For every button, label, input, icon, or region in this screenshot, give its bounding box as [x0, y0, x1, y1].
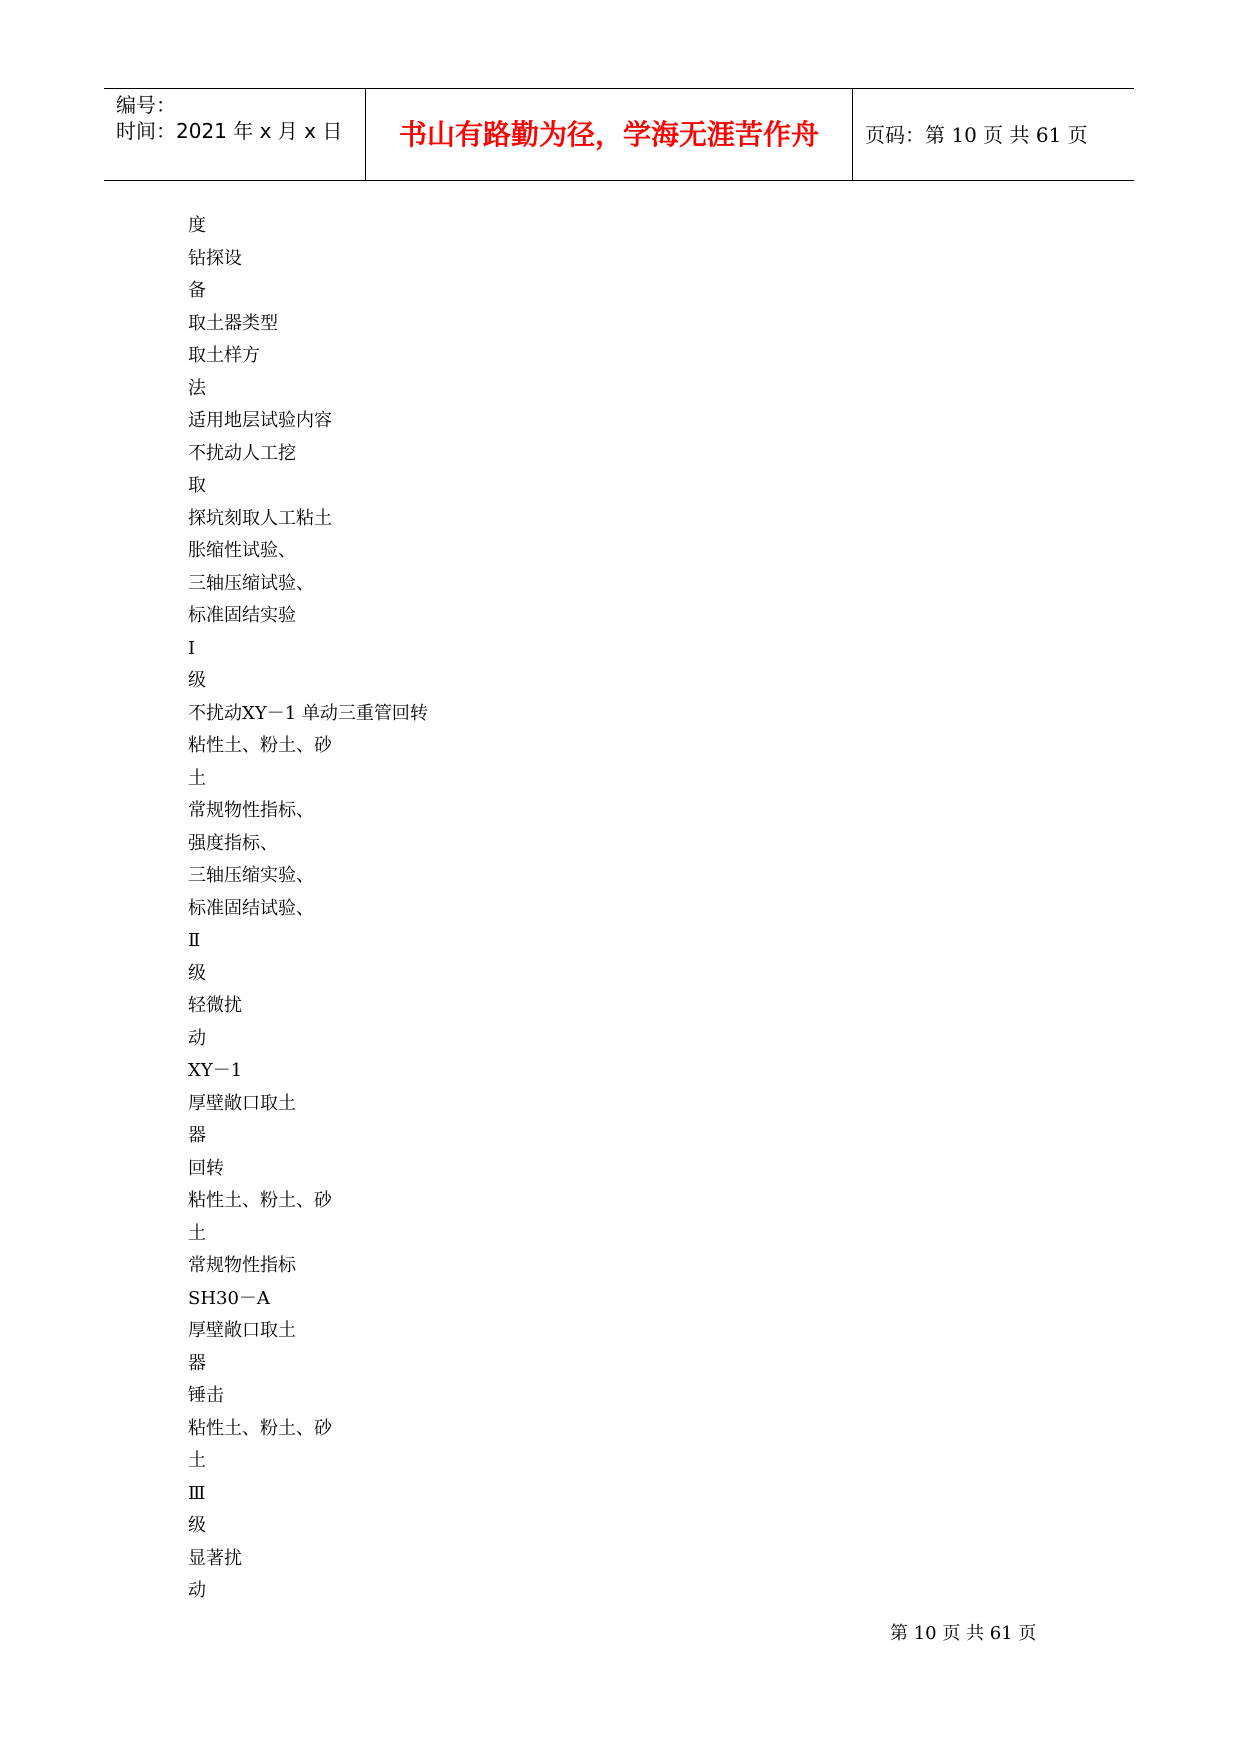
text-line: 显著扰 [188, 1547, 242, 1569]
header-page-cell [853, 89, 1134, 180]
document-number-label: 编号： [116, 93, 176, 117]
text-line: 动 [188, 1027, 206, 1049]
text-line: 三轴压缩试验、 [188, 572, 314, 594]
text-line: 厚壁敞口取土 [188, 1320, 296, 1341]
text-line: 器 [188, 1352, 206, 1374]
text-line: 取土样方 [188, 345, 260, 366]
text-line: 三轴压缩实验、 [188, 865, 314, 886]
header-info-cell [104, 89, 366, 180]
text-line: 标准固结实验 [188, 605, 296, 626]
text-line: 不扰动人工挖 [188, 442, 296, 464]
text-line: 备 [188, 280, 206, 301]
footer-page-number: 第 10 页 共 61 页 [890, 1623, 1037, 1644]
text-line: 粘性土、粉土、砂 [188, 735, 332, 756]
text-line: 回转 [188, 1157, 224, 1179]
text-line: SH30－A [188, 1287, 270, 1309]
text-line: 度 [188, 215, 206, 236]
text-line: 常规物性指标、 [188, 800, 314, 821]
text-line: 轻微扰 [188, 995, 242, 1016]
text-line: 级 [188, 962, 206, 984]
text-line: 胀缩性试验、 [188, 540, 296, 561]
text-line: 动 [188, 1580, 206, 1601]
text-line: 锤击 [188, 1385, 224, 1406]
text-line: 探坑刻取人工粘土 [188, 507, 332, 529]
text-line: 级 [188, 670, 206, 691]
text-line: 土 [188, 1222, 206, 1244]
text-line: 法 [188, 377, 206, 399]
text-line: Ⅰ [188, 637, 196, 659]
text-line: 适用地层试验内容 [188, 410, 332, 431]
header-page-number: 页码：第 10 页 共 61 页 [865, 123, 1088, 147]
text-line: 土 [188, 1450, 206, 1471]
header-motto: 书山有路勤为径，学海无涯苦作舟 [398, 118, 819, 151]
text-line: 不扰动XY－1 单动三重管回转 [188, 702, 428, 724]
header-motto-cell [366, 89, 853, 180]
text-line: 标准固结试验、 [188, 897, 314, 919]
text-line: 强度指标、 [188, 832, 278, 854]
text-line: 取土器类型 [188, 312, 278, 334]
text-line: 粘性土、粉土、砂 [188, 1417, 332, 1439]
document-time-label: 时间：2021 年 x 月 x 日 [116, 119, 343, 143]
text-line: 常规物性指标 [188, 1255, 296, 1276]
text-line: 取 [188, 475, 206, 496]
text-line: 器 [188, 1125, 206, 1146]
text-line: 厚壁敞口取土 [188, 1092, 296, 1114]
text-line: 粘性土、粉土、砂 [188, 1190, 332, 1211]
document-body [188, 210, 888, 1608]
text-line: 钻探设 [188, 247, 242, 269]
text-line: Ⅲ [188, 1482, 206, 1504]
text-line: XY－1 [188, 1060, 243, 1081]
text-line: Ⅱ [188, 930, 201, 951]
text-line: 土 [188, 767, 206, 789]
text-line: 级 [188, 1515, 206, 1536]
document-header [104, 88, 1134, 181]
